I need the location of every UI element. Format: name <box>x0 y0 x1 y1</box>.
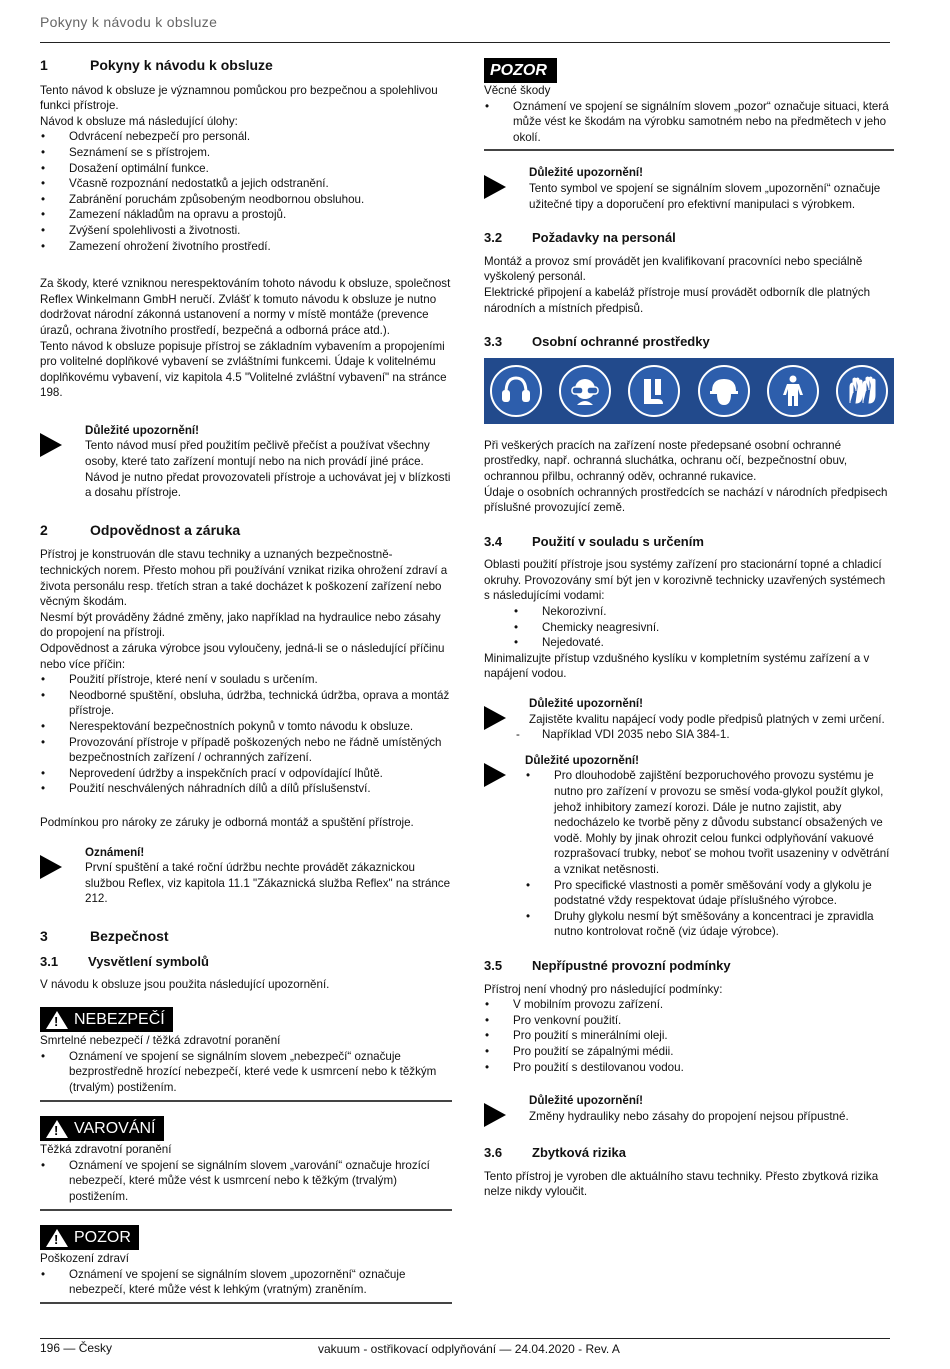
arrow-icon <box>484 753 525 940</box>
right-column <box>484 58 894 1200</box>
s34-p1: Oblasti použití přístroje jsou systémy zařízení pro stacionární topné a chladicí okruhy. Provozovány smí být jen v korozivně technicky uzavřených systémech s následujícími vodami: <box>484 558 886 603</box>
hard-hat-icon <box>698 365 750 417</box>
s36-p: Tento přístroj je vyroben dle aktuálního stavu techniky. Přesto zbytková rizika nelze nikdy vyloučit. <box>484 1169 879 1199</box>
section-1-heading: 1 Pokyny k návodu k obsluze <box>40 57 273 73</box>
glycol-note <box>484 753 894 940</box>
section-3-2-heading: 3.2 Požadavky na personál <box>484 230 676 246</box>
list-item: • Dosažení optimální funkce. <box>40 161 452 177</box>
danger-badge: ! NEBEZPEČÍ <box>40 1007 173 1032</box>
section-3-3-heading: 3.3 Osobní ochranné prostředky <box>484 334 710 350</box>
list-item: • Pro použití se zápalnými médii. <box>484 1044 894 1060</box>
list-item: • Oznámení ve spojení se signálním slovem „varování“ označuje hrozící nebezpečí, které může vést k usmrcení nebo k těžkým (trvalým) postižením. <box>40 1158 452 1205</box>
warning-triangle-icon <box>46 1120 68 1138</box>
s32-p2: Elektrické připojení a kabeláž přístroje musí provádět odborník dle platných národních a místních předpisů. <box>484 285 871 315</box>
section-3-5-heading: 3.5 Nepřípustné provozní podmínky <box>484 957 731 973</box>
list-item: • Seznámení se s přístrojem. <box>40 145 452 161</box>
s1-scope-paragraph: Tento návod k obsluze popisuje přístroj se základním vybavením a propojeními pro volitelné doplňkové vybavení se zvláštními funkcemi. Údaje k volitelnému doplňkovému vybavení, viz kapitola 4.5 "Volitelné zvláštní vybavení" na stránce 198. <box>40 339 447 400</box>
s2-notice <box>40 845 452 907</box>
ppe-pictogram-strip <box>484 358 894 424</box>
running-header: Pokyny k návodu k obsluze <box>40 14 218 30</box>
footer-document-info: vakuum - ostřikovací odplyňování — 24.04.2020 - Rev. A <box>318 1342 620 1356</box>
list-item: • Zvýšení spolehlivosti a životnosti. <box>40 223 452 239</box>
caution-subtitle: Poškození zdraví <box>40 1252 129 1266</box>
s2-p2: Nesmí být prováděny žádné změny, jako například na hydraulice nebo zásahy do propojení na přístroji. <box>40 610 441 640</box>
s2-p3: Odpovědnost a záruka výrobce jsou vyloučeny, jedná-li se o následující příčinu nebo více příčin: <box>40 642 445 671</box>
page-number: 196 — Česky <box>40 1341 113 1355</box>
list-item: • Nekorozivní. <box>484 604 894 620</box>
caution-property-block <box>484 58 894 151</box>
note-text: Zajistěte kvalitu napájecí vody podle předpisů platných v zemi určení. <box>529 712 885 726</box>
s35-list <box>484 997 894 1075</box>
left-column <box>40 58 452 1304</box>
section-3-1-heading: 3.1 Vysvětlení symbolů <box>40 953 209 969</box>
s35-intro: Přístroj není vhodný pro následující podmínky: <box>484 982 723 996</box>
note-title: Oznámení! <box>85 845 145 859</box>
arrow-icon <box>484 1093 529 1127</box>
symbol-note <box>484 165 894 212</box>
caution-block <box>40 1225 452 1304</box>
s2-p1: Přístroj je konstruován dle stavu techniky a uznaných bezpečnostně-technických norem. Přesto mohou při používání vznikat rizika ohrožení zdraví a života personálu resp. třetích stran a také docházet k poškození zařízení nebo věcným škodám. <box>40 548 448 609</box>
s1-important-note <box>40 423 452 501</box>
caution-badge: ! POZOR <box>40 1225 139 1250</box>
list-item: • Oznámení ve spojení se signálním slovem „nebezpečí“ označuje bezprostředně hrozící nebezpečí, které vede k usmrcení nebo k těžkým (trvalým) postižením. <box>40 1049 452 1096</box>
s2-cause-list <box>40 672 452 797</box>
note-title: Důležité upozornění! <box>85 423 200 437</box>
list-item: • Pro specifické vlastnosti a poměr směšování vody a glykolu je podstatné vždy respektovat údaje příslušného výrobce. <box>525 878 894 909</box>
note-text: Změny hydrauliky nebo zásahy do propojení nejsou přípustné. <box>529 1109 849 1123</box>
s34-p2: Minimalizujte přístup vzdušného kyslíku v kompletním systému zařízení a v napájení vodou. <box>484 651 870 681</box>
s1-tasks-intro: Návod k obsluze má následující úlohy: <box>40 114 238 128</box>
section-3-heading: 3 Bezpečnost <box>40 927 169 944</box>
warning-subtitle: Těžká zdravotní poranění <box>40 1143 172 1157</box>
list-item: • Oznámení ve spojení se signálním slovem „upozornění“ označuje nebezpečí, které může vést k lehkým (vratným) zraněním. <box>40 1267 452 1298</box>
warning-triangle-icon <box>46 1229 68 1247</box>
list-item: • Zamezení nákladům na opravu a prostojů. <box>40 207 452 223</box>
warning-badge: ! VAROVÁNÍ <box>40 1116 164 1141</box>
warning-block <box>40 1116 452 1211</box>
hydraulics-note <box>484 1093 894 1127</box>
list-item: • Pro použití s destilovanou vodou. <box>484 1060 894 1076</box>
list-item: • V mobilním provozu zařízení. <box>484 997 894 1013</box>
s33-p1: Při veškerých pracích na zařízení noste předepsané osobní ochranné prostředky, např. ochranná sluchátka, ochranu očí, bezpečnostní obuv, ochrannou přilbu, ochranný oděv, ochranné rukavice. <box>484 438 848 483</box>
note-title: Důležité upozornění! <box>529 1094 644 1108</box>
gloves-icon <box>836 365 888 417</box>
section-3-6-heading: 3.6 Zbytková rizika <box>484 1145 626 1161</box>
note-text: Tento návod musí před použitím pečlivě přečíst a používat všechny osoby, které tato zařízení montují nebo na nich provádí jiné práce. Návod je nutno předat provozovateli přístroje a uchovávat jej v blízkosti a dosahu přístroje. <box>85 439 451 500</box>
list-item: • Použití neschválených náhradních dílů a dílů příslušenství. <box>40 781 452 797</box>
s2-p4: Podmínkou pro nároky ze záruky je odborná montáž a spuštění přístroje. <box>40 815 414 829</box>
list-item: • Chemicky neagresivní. <box>484 620 894 636</box>
list-item: • Zamezení ohrožení životního prostředí. <box>40 239 452 255</box>
safety-boots-icon <box>628 365 680 417</box>
list-item: • Včasně rozpoznání nedostatků a jejich odstranění. <box>40 176 452 192</box>
water-quality-note <box>484 696 894 743</box>
arrow-icon <box>40 423 85 501</box>
caution-property-subtitle: Věcné škody <box>484 84 551 97</box>
eye-protection-icon <box>559 365 611 417</box>
warning-triangle-icon <box>46 1011 68 1029</box>
caution-property-badge: POZOR <box>484 58 557 83</box>
arrow-icon <box>40 845 85 907</box>
s1-task-list <box>40 129 452 254</box>
note-text: První spuštění a také roční údržbu nechte provádět zákaznickou službou Reflex, viz kapitola 11.1 "Zákaznická služba Reflex" na stránce 212. <box>85 861 451 906</box>
note-text: Tento symbol ve spojení se signálním slovem „upozornění“ označuje užitečné tipy a doporučení pro efektivní manipulaci s výrobkem. <box>529 181 881 211</box>
list-item: • Nejedovaté. <box>484 635 894 651</box>
danger-subtitle: Smrtelné nebezpečí / těžká zdravotní poranění <box>40 1034 281 1048</box>
list-item: • Použití přístroje, které není v souladu s určením. <box>40 672 452 688</box>
ear-protection-icon <box>490 365 542 417</box>
list-item: • Neodborné spuštění, obsluha, údržba, technická údržba, oprava a montáž přístroje. <box>40 688 452 719</box>
list-item: • Oznámení ve spojení se signálním slovem „pozor“ označuje situaci, která může vést ke škodám na výrobku samotném nebo na předmětech v jeho okolí. <box>484 99 894 146</box>
list-item: • Nerespektování bezpečnostních pokynů v tomto návodu k obsluze. <box>40 719 452 735</box>
s33-p2: Údaje o osobních ochranných prostředcích se nachází v národních předpisech příslušné provozující země. <box>484 485 888 515</box>
s31-intro: V návodu k obsluze jsou použita následující upozornění. <box>40 978 330 992</box>
list-item: • Pro použití s minerálními oleji. <box>484 1028 894 1044</box>
note-title: Důležité upozornění! <box>525 753 640 767</box>
list-item: • Zabránění poruchám způsobeným neodbornou obsluhou. <box>40 192 452 208</box>
footer-rule <box>40 1338 890 1339</box>
arrow-icon <box>484 165 529 212</box>
list-item: • Pro venkovní použití. <box>484 1013 894 1029</box>
s32-p1: Montáž a provoz smí provádět jen kvalifikovaní pracovníci nebo speciálně vyškolený personál. <box>484 254 863 284</box>
header-rule <box>40 42 890 43</box>
danger-block <box>40 1007 452 1102</box>
list-item: • Odvrácení nebezpečí pro personál. <box>40 129 452 145</box>
list-item: - Například VDI 2035 nebo SIA 384-1. <box>484 727 894 743</box>
s1-liability-paragraph: Za škody, které vzniknou nerespektováním tohoto návodu k obsluze, společnost Reflex Winkelmann GmbH neručí. Zvlášť k tomuto návodu k obsluze je nutno dodržovat národní zákonná ustanovení a normy v místě montáže (prevence úrazů, ochrana životního prostředí, bezpečná a odborná práce atd.). <box>40 277 451 337</box>
list-item: • Provozování přístroje v případě poškozených nebo ne řádně umístěných bezpečnostních zařízení / ochranných zařízení. <box>40 735 452 766</box>
section-3-4-heading: 3.4 Použití v souladu s určením <box>484 533 704 549</box>
water-list <box>484 604 894 651</box>
list-item: • Neprovedení údržby a inspekčních prací v odpovídající lhůtě. <box>40 766 452 782</box>
list-item: • Druhy glykolu nesmí být směšovány a koncentraci je zpravidla nutno kontrolovat ročně (viz údaje výrobce). <box>525 909 894 940</box>
list-item: • Pro dlouhodobě zajištění bezporuchového provozu systému je nutno pro zařízení v provozu se směsí voda-glykol použít glykol, jehož inhibitory zamezí korozi. Dále je nutno zajistit, aby nedocházelo ke tvorbě pěny z důvodu substancí obsažených ve vodě. Mohly by jinak ohrozit celou funkci odplyňování vakuové rozprašovací trubky, neboť se mohou tvořit usazeniny v odvětrání a vznikat netěsnosti. <box>525 768 894 877</box>
section-2-heading: 2 Odpovědnost a záruka <box>40 521 241 538</box>
note-title: Důležité upozornění! <box>529 697 644 711</box>
s1-intro: Tento návod k obsluze je významnou pomůckou pro bezpečnou a spolehlivou funkci přístroje. <box>40 83 438 113</box>
protective-suit-icon <box>767 365 819 417</box>
note-title: Důležité upozornění! <box>529 166 644 180</box>
